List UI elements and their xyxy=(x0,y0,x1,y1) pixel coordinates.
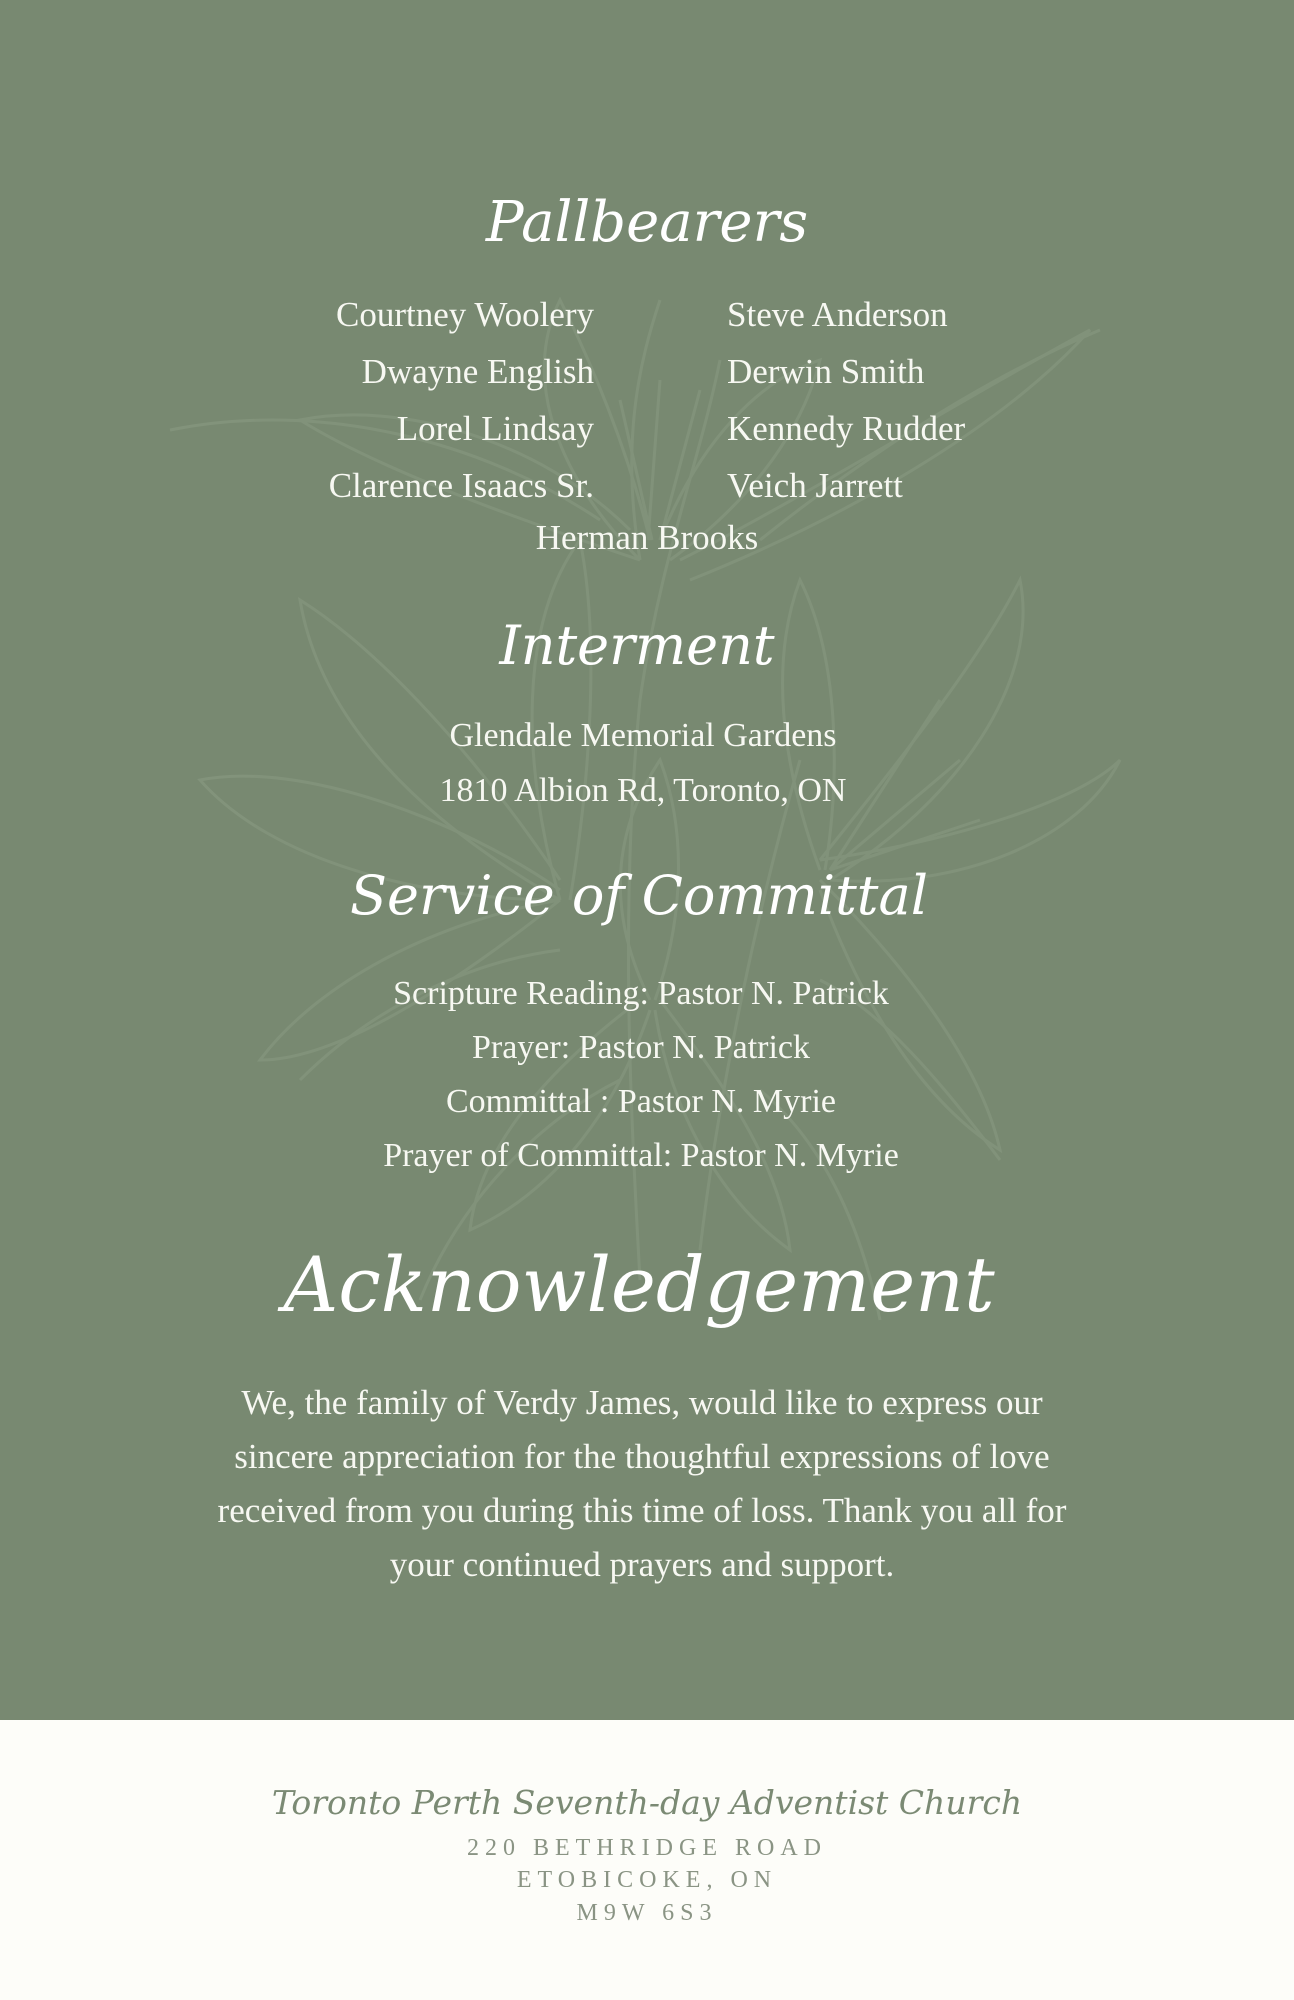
committal-line: Prayer of Committal: Pastor N. Myrie xyxy=(383,1137,899,1174)
church-name: Toronto Perth Seventh-day Adventist Church xyxy=(271,1783,1023,1822)
pallbearer-name: Courtney Woolery xyxy=(335,295,594,334)
acknowledgement-text xyxy=(182,1376,1102,1592)
pallbearers-right-column xyxy=(727,286,965,514)
pallbearers-heading: Pallbearers xyxy=(485,190,809,255)
committal-details xyxy=(0,967,1288,1183)
pallbearer-name: Steve Anderson xyxy=(727,295,948,334)
acknowledgement-line: received from you during this time of loss. Thank you all for xyxy=(217,1491,1067,1530)
committal-line: Scripture Reading: Pastor N. Patrick xyxy=(393,975,889,1012)
pallbearer-name: Veich Jarrett xyxy=(727,466,903,505)
committal-line: Prayer: Pastor N. Patrick xyxy=(471,1029,811,1066)
interment-details xyxy=(0,708,1290,818)
interment-heading: Interment xyxy=(499,614,775,677)
interment-address: 1810 Albion Rd, Toronto, ON xyxy=(439,772,847,809)
pallbearer-name: Clarence Isaacs Sr. xyxy=(328,466,594,505)
church-address-street: 220 BETHRIDGE ROAD xyxy=(467,1835,827,1861)
committal-line: Committal : Pastor N. Myrie xyxy=(445,1083,837,1120)
acknowledgement-heading: Acknowledgement xyxy=(283,1240,995,1329)
church-address-city: ETOBICOKE, ON xyxy=(516,1867,778,1893)
pallbearer-name: Kennedy Rudder xyxy=(727,409,966,448)
interment-place: Glendale Memorial Gardens xyxy=(449,717,837,754)
pallbearer-name: Dwayne English xyxy=(361,352,594,391)
acknowledgement-line: sincere appreciation for the thoughtful expressions of love xyxy=(234,1437,1050,1476)
pallbearers-left-column xyxy=(329,286,594,514)
pallbearer-name: Lorel Lindsay xyxy=(396,409,594,448)
acknowledgement-line: your continued prayers and support. xyxy=(389,1545,895,1584)
acknowledgement-line: We, the family of Verdy James, would like to express our xyxy=(241,1383,1043,1422)
pallbearer-name: Derwin Smith xyxy=(727,352,925,391)
church-address-postal: M9W 6S3 xyxy=(576,1900,718,1926)
pallbearer-name-center: Herman Brooks xyxy=(535,518,759,557)
committal-heading: Service of Committal xyxy=(350,864,928,927)
